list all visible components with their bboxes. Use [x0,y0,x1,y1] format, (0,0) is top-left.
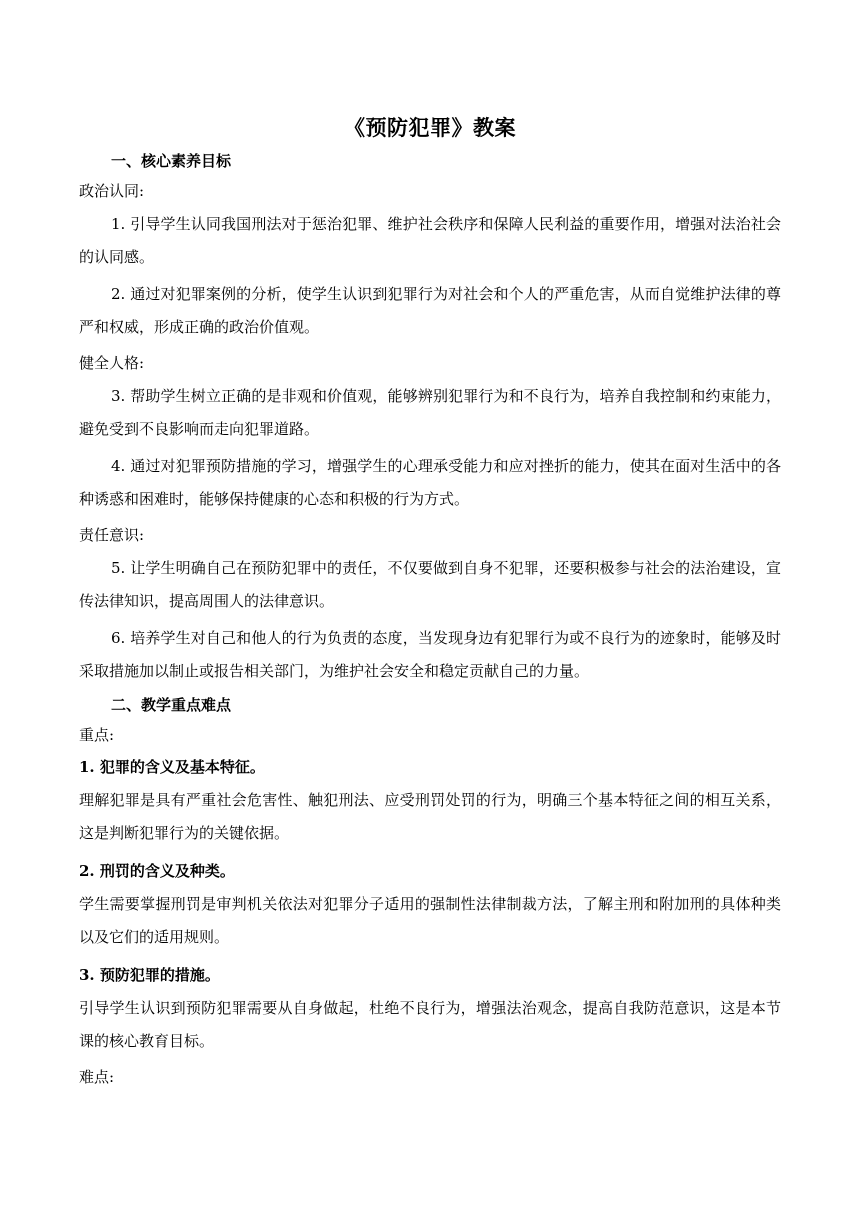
label-key-points: 重点: [79,726,115,744]
document-title: 《预防犯罪》教案 [344,115,516,140]
objective-item-2: 2. 通过对犯罪案例的分析，使学生认识到犯罪行为对社会和个人的严重危害，从而自觉维护法律的尊严和权威，形成正确的政治价值观。 [79,285,781,336]
key-point-2-text: 学生需要掌握刑罚是审判机关依法对犯罪分子适用的强制性法律制裁方法，了解主刑和附加刑的具体种类以及它们的适用规则。 [79,895,781,946]
key-point-1-title: 1. 犯罪的含义及基本特征。 [79,758,265,776]
key-point-3-title: 3. 预防犯罪的措施。 [79,966,220,984]
key-point-1-text: 理解犯罪是具有严重社会危害性、触犯刑法、应受刑罚处罚的行为，明确三个基本特征之间的相互关系，这是判断犯罪行为的关键依据。 [79,791,781,842]
objective-item-1: 1. 引导学生认同我国刑法对于惩治犯罪、维护社会秩序和保障人民利益的重要作用，增强对法治社会的认同感。 [79,215,781,266]
section-heading-objectives: 一、核心素养目标 [111,152,232,170]
key-point-2-title: 2. 刑罚的含义及种类。 [79,862,235,880]
objective-item-3: 3. 帮助学生树立正确的是非观和价值观，能够辨别犯罪行为和不良行为，培养自我控制和约束能力，避免受到不良影响而走向犯罪道路。 [79,387,781,438]
section-heading-key-points: 二、教学重点难点 [111,696,232,714]
label-political-identity: 政治认同: [79,182,145,200]
objective-item-5: 5. 让学生明确自己在预防犯罪中的责任，不仅要做到自身不犯罪，还要积极参与社会的法治建设，宣传法律知识，提高周围人的法律意识。 [79,559,781,610]
label-responsibility: 责任意识: [79,526,145,544]
document-body [79,112,781,1094]
objective-item-6: 6. 培养学生对自己和他人的行为负责的态度，当发现身边有犯罪行为或不良行为的迹象时，能够及时采取措施加以制止或报告相关部门，为维护社会安全和稳定贡献自己的力量。 [79,629,781,680]
key-point-3-text: 引导学生认识到预防犯罪需要从自身做起，杜绝不良行为，增强法治观念，提高自我防范意识，这是本节课的核心教育目标。 [79,999,781,1050]
label-sound-personality: 健全人格: [79,354,145,372]
objective-item-4: 4. 通过对犯罪预防措施的学习，增强学生的心理承受能力和应对挫折的能力，使其在面对生活中的各种诱惑和困难时，能够保持健康的心态和积极的行为方式。 [79,457,781,508]
label-difficulties: 难点: [79,1068,115,1086]
